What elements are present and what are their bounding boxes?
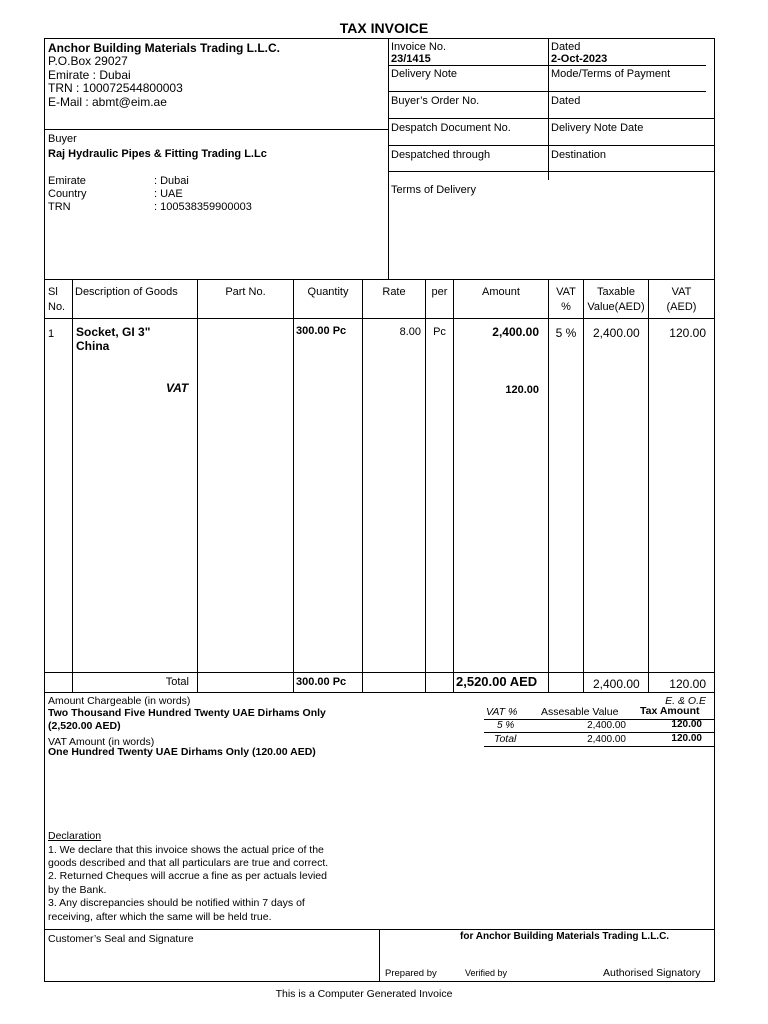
item-origin: China	[76, 339, 110, 353]
col-rate: Rate	[382, 286, 406, 298]
eoe-note: E. & O.E	[665, 695, 706, 707]
footer-left	[44, 929, 45, 982]
col-vat-amt-1: VAT	[671, 286, 692, 298]
for-company: for Anchor Building Materials Trading L.L.C.	[460, 931, 670, 942]
total-qty: 300.00 Pc	[296, 676, 347, 688]
vat-summary-value: 2,400.00	[587, 720, 626, 731]
dated2-label: Dated	[551, 95, 581, 107]
seller-email: E-Mail : abmt@eim.ae	[48, 95, 167, 109]
col-line-8	[583, 279, 584, 693]
dated-label: Dated	[551, 41, 581, 53]
total-taxable: 2,400.00	[593, 677, 640, 691]
item-sl: 1	[48, 328, 55, 340]
declaration-label: Declaration	[48, 830, 102, 842]
col-taxable-2: Value(AED)	[587, 301, 645, 313]
col-desc: Description of Goods	[75, 286, 178, 298]
destination-label: Destination	[551, 149, 607, 161]
delivery-note-date-label: Delivery Note Date	[551, 122, 644, 134]
total-amount: 2,520.00 AED	[456, 674, 538, 689]
computer-generated-note: This is a Computer Generated Invoice	[275, 988, 453, 1000]
terms-delivery-label: Terms of Delivery	[391, 184, 476, 196]
item-taxable: 2,400.00	[593, 326, 640, 340]
vat-summary-h-pct: VAT %	[486, 706, 518, 718]
footer-right	[714, 929, 715, 982]
vat-words-label: VAT Amount (in words)	[48, 736, 155, 748]
footer-mid	[379, 929, 380, 982]
declaration-line-3: 2. Returned Cheques will accrue a fine as per actuals levied	[48, 870, 327, 882]
buyer-emirate-label: Emirate	[48, 175, 86, 187]
frame-right	[714, 38, 715, 930]
total-label: Total	[165, 676, 189, 688]
col-part: Part No.	[225, 286, 266, 298]
vat-summary-line-3	[484, 746, 714, 747]
table-header-bottom	[44, 318, 715, 319]
total-vat: 120.00	[669, 677, 706, 691]
col-line-3	[293, 279, 294, 693]
meta-row-2	[388, 91, 706, 92]
buyer-emirate-value: : Dubai	[154, 175, 189, 187]
col-line-1	[72, 279, 73, 693]
invoice-no-value: 23/1415	[391, 53, 431, 65]
table-body-bottom	[44, 672, 715, 673]
declaration-line-6: receiving, after which the same will be held true.	[48, 911, 272, 923]
vat-summary-total-value: 2,400.00	[587, 734, 626, 745]
col-line-7	[548, 279, 549, 693]
buyer-name: Raj Hydraulic Pipes & Fitting Trading L.Lc	[48, 148, 267, 160]
vat-words: One Hundred Twenty UAE Dirhams Only (120.00 AED)	[48, 746, 316, 758]
col-line-2	[197, 279, 198, 693]
col-per: per	[431, 286, 448, 298]
despatch-doc-label: Despatch Document No.	[391, 122, 511, 134]
vat-summary-h-value: Assesable Value	[541, 706, 619, 718]
declaration-line-5: 3. Any discrepancies should be notified within 7 days of	[48, 897, 305, 909]
col-line-5	[425, 279, 426, 693]
item-qty: 300.00 Pc	[296, 325, 347, 337]
meta-row-5	[388, 171, 714, 172]
delivery-note-label: Delivery Note	[391, 68, 458, 80]
header-divider	[388, 38, 389, 279]
col-taxable-1: Taxable	[597, 286, 635, 298]
col-line-4	[362, 279, 363, 693]
frame-top	[44, 38, 715, 39]
vat-row-label: VAT	[166, 381, 189, 395]
customer-seal: Customer’s Seal and Signature	[48, 933, 194, 945]
seller-emirate: Emirate : Dubai	[48, 68, 131, 82]
vat-row-amount: 120.00	[505, 384, 539, 396]
item-per: Pc	[433, 326, 446, 338]
vat-summary-total-tax: 120.00	[671, 733, 702, 744]
buyers-order-label: Buyer’s Order No.	[391, 95, 480, 107]
footer-bottom	[44, 981, 715, 982]
meta-row-3	[388, 118, 714, 119]
vat-summary-total-label: Total	[494, 733, 517, 745]
buyer-country-value: : UAE	[154, 188, 183, 200]
item-vat-pct: 5 %	[555, 326, 577, 340]
col-sl: Sl	[48, 286, 58, 298]
vat-summary-tax: 120.00	[671, 719, 702, 730]
amount-chargeable-label: Amount Chargeable (in words)	[48, 695, 191, 707]
col-qty: Quantity	[307, 286, 349, 298]
vat-summary-h-tax: Tax Amount	[640, 705, 700, 717]
table-total-bottom	[44, 692, 715, 693]
prepared-by: Prepared by	[385, 968, 437, 979]
meta-row-1	[388, 65, 706, 66]
col-amount: Amount	[482, 286, 520, 298]
verified-by: Verified by	[465, 968, 508, 978]
buyer-trn-label: TRN	[48, 201, 71, 213]
item-desc: Socket, GI 3"	[76, 325, 151, 339]
declaration-line-2: goods described and that all particulars are true and correct.	[48, 857, 329, 869]
authorised-signatory: Authorised Signatory	[603, 967, 701, 979]
page-title: TAX INVOICE	[339, 20, 429, 36]
declaration-line-1: 1. We declare that this invoice shows the actual price of the	[48, 844, 324, 856]
meta-col-divider	[548, 38, 549, 180]
frame-left	[44, 38, 45, 930]
amount-words-line1: Two Thousand Five Hundred Twenty UAE Dirhams Only	[48, 707, 326, 719]
buyer-trn-value: : 100538359900003	[154, 201, 252, 213]
table-top	[44, 279, 715, 280]
dated-value: 2-Oct-2023	[551, 53, 608, 65]
col-no: No.	[48, 301, 66, 313]
col-line-9	[648, 279, 649, 693]
col-vat-amt-2: (AED)	[666, 301, 697, 313]
item-vat-amt: 120.00	[669, 326, 706, 340]
item-rate: 8.00	[399, 326, 421, 338]
buyer-country-label: Country	[48, 188, 87, 200]
seller-pobox: P.O.Box 29027	[48, 54, 128, 68]
buyer-label: Buyer	[48, 133, 77, 145]
seller-trn: TRN : 100072544800003	[48, 81, 183, 95]
seller-buyer-divider	[44, 129, 389, 130]
col-line-6	[453, 279, 454, 693]
despatched-through-label: Despatched through	[391, 149, 491, 161]
declaration-line-4: by the Bank.	[48, 884, 107, 896]
mode-terms-label: Mode/Terms of Payment	[551, 68, 671, 80]
col-vat-pct-1: VAT	[556, 286, 576, 298]
vat-summary-pct: 5 %	[497, 720, 515, 731]
seller-name: Anchor Building Materials Trading L.L.C.	[48, 41, 281, 55]
meta-row-4	[388, 145, 714, 146]
invoice-no-label: Invoice No.	[391, 41, 447, 53]
item-amount: 2,400.00	[492, 325, 539, 339]
amount-words-line2: (2,520.00 AED)	[48, 720, 121, 732]
col-vat-pct-2: %	[561, 301, 571, 313]
